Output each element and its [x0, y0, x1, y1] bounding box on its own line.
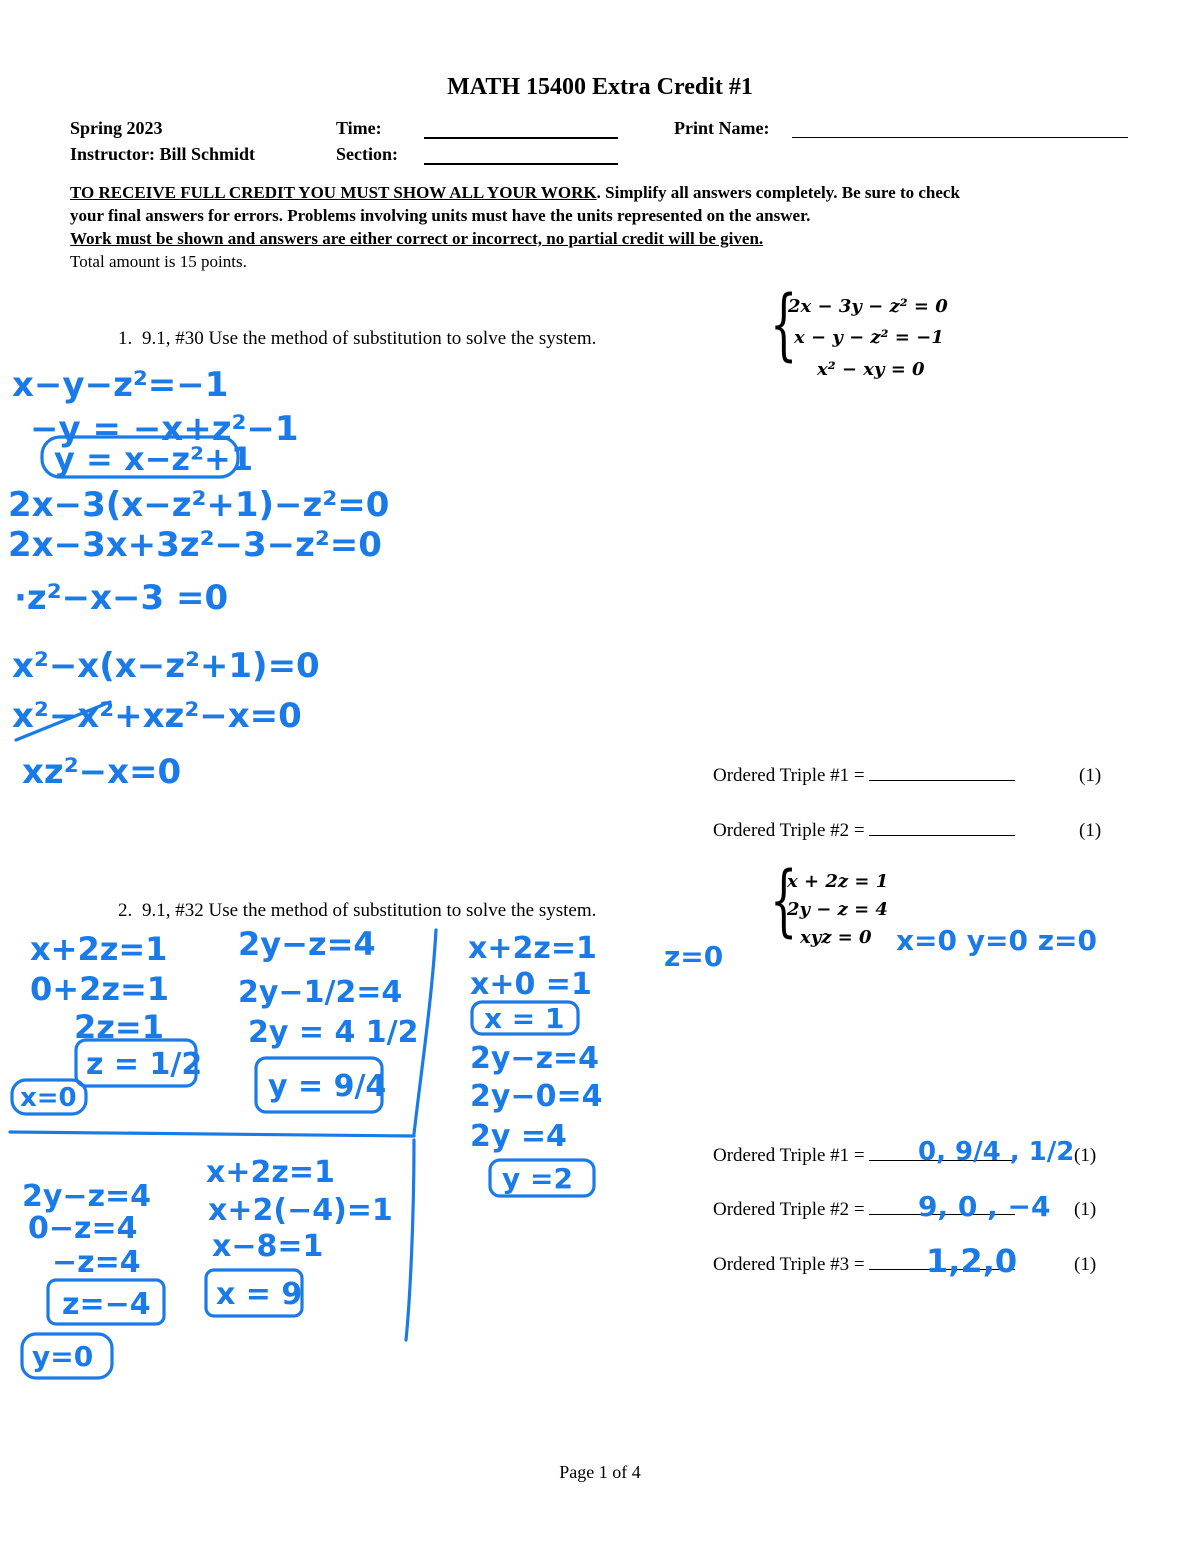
p2-answer-1: Ordered Triple #1 = — [713, 1145, 1019, 1167]
problem1-number: 1. — [118, 328, 133, 349]
p2-c1-2: 0+2z=1 — [30, 970, 170, 1008]
instruction-line-3: Work must be shown and answers are either correct or incorrect, no partial credit will be given. — [70, 229, 764, 248]
p1-work-9: xz²−x=0 — [22, 752, 182, 792]
page-footer: Page 1 of 4 — [559, 1462, 641, 1482]
p2-c2-4: y = 9/4 — [268, 1069, 387, 1104]
p2-answer-3-points: (1) — [1074, 1254, 1097, 1275]
instruction-line-4: Total amount is 15 points. — [70, 252, 247, 271]
p2-c4-2: 0−z=4 — [28, 1211, 138, 1246]
p2-c3-1: x+2z=1 — [468, 931, 597, 966]
p2-answer-1-value: 0, 9/4 , 1/2 — [918, 1137, 1075, 1167]
print-name-label: Print Name: — [674, 118, 770, 138]
divider-vertical-2 — [406, 1140, 414, 1340]
p1-work-2: −y = −x+z²−1 — [30, 409, 299, 449]
instructor: Instructor: Bill Schmidt — [70, 144, 256, 164]
p2-c4-1: 2y−z=4 — [22, 1179, 152, 1214]
p2-c5-4: x = 9 — [216, 1277, 303, 1312]
problem1-eq2: x − y − z² = −1 — [794, 327, 944, 348]
page-title: MATH 15400 Extra Credit #1 — [447, 74, 753, 100]
p1-work-4: 2x−3(x−z²+1)−z²=0 — [8, 485, 390, 525]
p1-work-6: ·z²−x−3 =0 — [14, 578, 229, 618]
p2-answer-3-value: 1,2,0 — [926, 1242, 1018, 1280]
p2-c5-2: x+2(−4)=1 — [208, 1193, 393, 1228]
instruction-line-2: your final answers for errors. Problems involving units must have the units represented on the answer. — [70, 206, 811, 225]
p2-c1-4: z = 1/2 — [86, 1047, 203, 1082]
p2-c4-4: z=−4 — [62, 1287, 151, 1322]
p2-c3-6: 2y =4 — [470, 1119, 567, 1154]
time-label: Time: — [336, 118, 382, 138]
p1-answer-2-points: (1) — [1079, 820, 1102, 841]
p1-work-7: x²−x(x−z²+1)=0 — [12, 646, 320, 686]
p2-c4-5: y=0 — [32, 1340, 94, 1373]
p1-work-3: y = x−z²+1 — [54, 440, 254, 478]
problem1-eq3: x² − xy = 0 — [817, 359, 925, 380]
p2-z-note: z=0 — [664, 940, 724, 973]
p2-c2-3: 2y = 4 1/2 — [248, 1015, 419, 1050]
problem2-eq1: x + 2z = 1 — [787, 871, 889, 892]
problem2-text: 9.1, #32 Use the method of substitution to solve the system. — [142, 900, 597, 921]
p1-work-5: 2x−3x+3z²−3−z²=0 — [8, 525, 382, 565]
p2-answer-1-points: (1) — [1074, 1145, 1097, 1166]
term: Spring 2023 — [70, 118, 163, 138]
p2-side-note: x=0 y=0 z=0 — [896, 924, 1097, 957]
problem2-brace: { — [770, 856, 798, 946]
p2-answer-2-value: 9, 0 , −4 — [918, 1190, 1051, 1223]
instruction-line-1: TO RECEIVE FULL CREDIT YOU MUST SHOW ALL YOUR WORK. Simplify all answers completely. Be sure to check — [70, 183, 960, 202]
problem2-eq3: xyz = 0 — [800, 927, 872, 948]
problem2-eq2: 2y − z = 4 — [787, 899, 888, 920]
p2-c5-3: x−8=1 — [212, 1229, 324, 1264]
problem1-eq1: 2x − 3y − z² = 0 — [788, 296, 948, 317]
p2-c2-1: 2y−z=4 — [238, 925, 376, 963]
p1-work-8: x²−x²+xz²−x=0 — [12, 696, 302, 736]
p2-c3-5: 2y−0=4 — [470, 1079, 603, 1114]
p2-c4-3: −z=4 — [52, 1245, 141, 1280]
p2-c1-1: x+2z=1 — [30, 930, 168, 968]
p1-answer-1-points: (1) — [1079, 765, 1102, 786]
p2-c1-5: x=0 — [20, 1083, 77, 1113]
p2-c3-3: x = 1 — [484, 1002, 565, 1035]
p2-c3-2: x+0 =1 — [470, 967, 592, 1002]
problem2-number: 2. — [118, 900, 133, 921]
p1-answer-2: Ordered Triple #2 = — [713, 820, 1019, 842]
p2-c3-7: y =2 — [502, 1162, 573, 1195]
p2-answer-2: Ordered Triple #2 = — [713, 1199, 1019, 1221]
p2-answer-2-points: (1) — [1074, 1199, 1097, 1220]
problem1-brace: { — [770, 280, 798, 370]
p1-work-1: x−y−z²=−1 — [12, 365, 229, 405]
p2-answer-3: Ordered Triple #3 = — [713, 1254, 1019, 1276]
divider-horizontal — [10, 1132, 414, 1136]
p1-answer-1: Ordered Triple #1 = — [713, 765, 1019, 787]
section-label: Section: — [336, 144, 398, 164]
problem1-text: 9.1, #30 Use the method of substitution to solve the system. — [142, 328, 597, 349]
p2-c2-2: 2y−1/2=4 — [238, 975, 403, 1010]
p2-c3-4: 2y−z=4 — [470, 1041, 600, 1076]
p2-c5-1: x+2z=1 — [206, 1155, 335, 1190]
p2-c1-3: 2z=1 — [74, 1008, 164, 1046]
